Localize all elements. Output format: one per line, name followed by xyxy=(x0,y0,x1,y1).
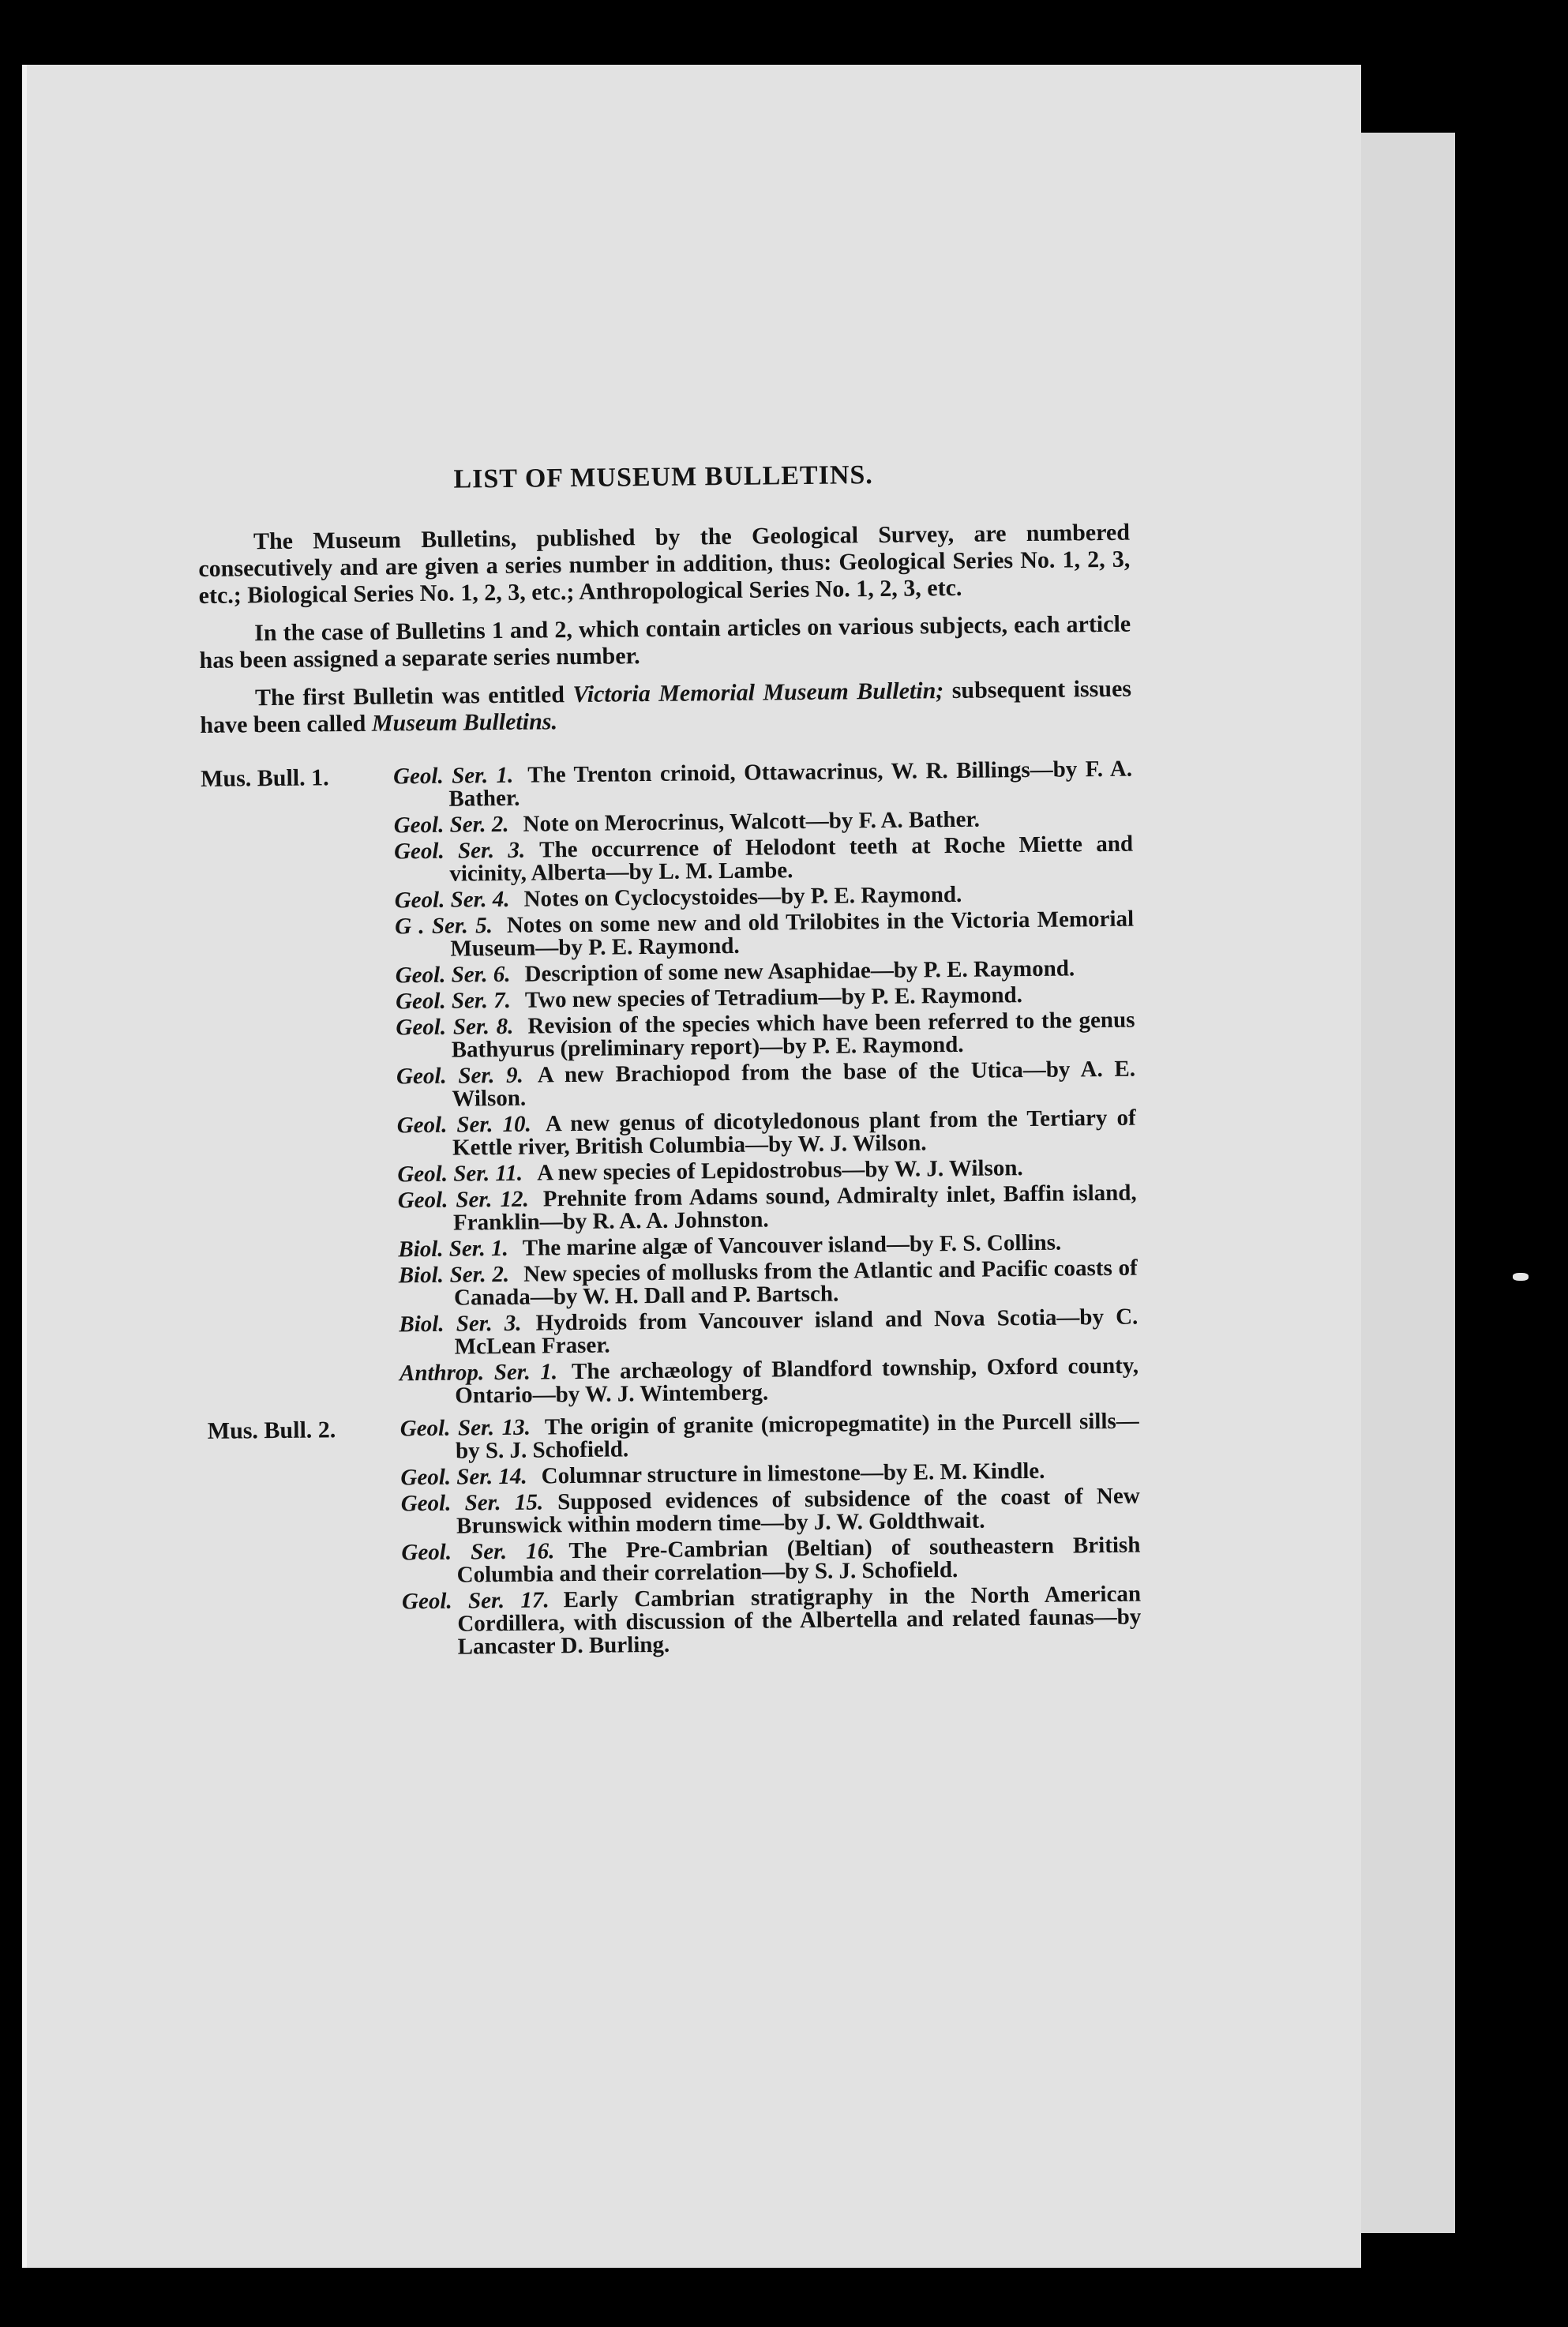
entry-text: A new species of Lepidostrobus—by W. J. Wilson. xyxy=(536,1155,1023,1186)
bulletin-label: Mus. Bull. 2. xyxy=(207,1417,336,1444)
series-label: Geol. Ser. 2. xyxy=(393,811,509,839)
bulletin-entry xyxy=(397,1107,1137,1161)
series-label: Geol. Ser. 12. xyxy=(397,1186,529,1214)
entry-text: Prehnite from Adams sound, Admiralty inlet, Baffin island, Franklin—by R. A. A. Johnston. xyxy=(452,1180,1137,1236)
entry-text: Hydroids from Vancouver island and Nova Scotia—by C. McLean Fraser. xyxy=(454,1304,1138,1360)
series-label: Geol. Ser. 9. xyxy=(396,1062,524,1090)
bulletin-entry xyxy=(394,833,1134,887)
series-label: Anthrop. Ser. 1. xyxy=(399,1359,558,1387)
entry-text: The archæology of Blandford township, Oxford county, Ontario—by W. J. Wintemberg. xyxy=(455,1353,1139,1409)
series-label: Geol. Ser. 1. xyxy=(392,762,514,790)
bulletin-entry xyxy=(396,1009,1135,1063)
series-label: Geol. Ser. 8. xyxy=(396,1013,514,1041)
series-label: Geol. Ser. 6. xyxy=(395,961,511,989)
bulletin-entry xyxy=(399,1257,1138,1311)
series-label: Biol. Ser. 3. xyxy=(399,1310,522,1338)
series-label: Geol. Ser. 17. xyxy=(401,1587,550,1615)
series-label: Biol. Ser. 2. xyxy=(398,1261,510,1289)
bulletin-entry xyxy=(401,1485,1141,1539)
entry-text: The origin of granite (micropegmatite) in the Purcell sills—by S. J. Schofield. xyxy=(455,1408,1139,1464)
entry-text: New species of mollusks from the Atlantic and Pacific coasts of Canada—by W. H. Dall and P. Bartsch. xyxy=(453,1255,1138,1311)
series-label: Geol. Ser. 7. xyxy=(395,987,512,1015)
entry-text: Description of some new Asaphidae—by P. E. Raymond. xyxy=(524,955,1075,987)
entry-text: Notes on Cyclocystoides—by P. E. Raymond. xyxy=(523,881,962,912)
entry-text: Two new species of Tetradium—by P. E. Raymond. xyxy=(524,982,1023,1013)
intro-p3-italic-2: Museum Bulletins. xyxy=(371,708,558,737)
bulletin-label: Mus. Bull. 1. xyxy=(200,764,329,792)
series-label: Geol. Ser. 14. xyxy=(400,1463,527,1491)
entry-text: The Trenton crinoid, Ottawacrinus, W. R. Billings—by F. A. Bather. xyxy=(448,756,1133,812)
intro-paragraph-1: The Museum Bulletins, published by the Geological Survey, are numbered consecutively and are given a series number in addition, thus: Geological Series No. 1, 2, 3, etc.; Biological Series No. 1, 2, 3, etc.; Anthropological Series No. 1, 2, 3, etc. xyxy=(198,519,1131,609)
entry-text: Revision of the species which have been referred to the genus Bathyurus (preliminary report)—by P. E. Raymond. xyxy=(451,1007,1135,1063)
bulletin-entry xyxy=(395,908,1135,962)
intro-p3-text-2: subsequent issues have been called xyxy=(200,675,1132,738)
page-title: LIST OF MUSEUM BULLETINS. xyxy=(453,460,874,494)
bulletin-entry xyxy=(393,758,1133,812)
page-content xyxy=(197,458,1142,1665)
series-label: G . Ser. 5. xyxy=(394,913,493,940)
bulletin-entry xyxy=(398,1182,1138,1236)
intro-p3-text-1: The first Bulletin was entitled xyxy=(254,681,565,711)
bulletin-entry xyxy=(399,1306,1138,1360)
bulletin-entry xyxy=(396,957,1135,988)
intro-p3-italic-1: Victoria Memorial Museum Bulletin; xyxy=(572,677,944,708)
intro-paragraph-3 xyxy=(200,676,1132,739)
bulletin-entry xyxy=(400,1410,1140,1464)
entry-text: Notes on some new and old Trilobites in the Victoria Memorial Museum—by P. E. Raymond. xyxy=(450,906,1135,962)
bulletin-entries xyxy=(393,758,1139,1412)
series-label: Biol. Ser. 1. xyxy=(398,1235,508,1263)
entry-text: Note on Merocrinus, Walcott—by F. A. Bather. xyxy=(523,806,981,837)
entry-text: Columnar structure in limestone—by E. M. Kindle. xyxy=(541,1458,1045,1489)
bulletin-entries xyxy=(400,1410,1142,1663)
series-label: Geol. Ser. 10. xyxy=(396,1111,531,1139)
entry-text: A new Brachiopod from the base of the Utica—by A. E. Wilson. xyxy=(452,1056,1136,1112)
document-page xyxy=(22,65,1361,2268)
bulletin-entry xyxy=(402,1583,1142,1660)
entry-text: Early Cambrian stratigraphy in the North American Cordillera, with discussion of the Albertella and related faunas—by Lancaster D. Burling. xyxy=(457,1581,1142,1660)
entry-text: A new genus of dicotyledonous plant from the Tertiary of Kettle river, British Columbia—by W. J. Wilson. xyxy=(452,1105,1136,1161)
intro-section xyxy=(198,520,1132,739)
bulletin-group-1 xyxy=(201,758,1139,1413)
entry-text: The Pre-Cambrian (Beltian) of southeastern British Columbia and their correlation—by S. J. Schofield. xyxy=(456,1532,1141,1588)
series-label: Geol. Ser. 13. xyxy=(400,1414,531,1442)
series-label: Geol. Ser. 11. xyxy=(397,1160,523,1188)
series-label: Geol. Ser. 4. xyxy=(394,886,510,914)
entry-text: Supposed evidences of subsidence of the coast of New Brunswick within modern time—by J. W. Goldthwait. xyxy=(456,1483,1140,1539)
entry-text: The marine algæ of Vancouver island—by F. S. Collins. xyxy=(522,1229,1062,1261)
series-label: Geol. Ser. 3. xyxy=(393,837,526,865)
bulletin-entry xyxy=(396,1058,1136,1112)
bulletin-entry xyxy=(400,1355,1139,1409)
paper-speck xyxy=(1513,1273,1529,1281)
series-label: Geol. Ser. 16. xyxy=(401,1538,555,1566)
bulletin-group-2 xyxy=(208,1410,1142,1665)
bulletin-entry xyxy=(401,1534,1141,1588)
entry-text: The occurrence of Helodont teeth at Roche Miette and vicinity, Alberta—by L. M. Lambe. xyxy=(449,831,1134,887)
intro-paragraph-2: In the case of Bulletins 1 and 2, which contain articles on various subjects, each article has been assigned a separate series number. xyxy=(199,610,1131,674)
series-label: Geol. Ser. 15. xyxy=(400,1489,544,1517)
